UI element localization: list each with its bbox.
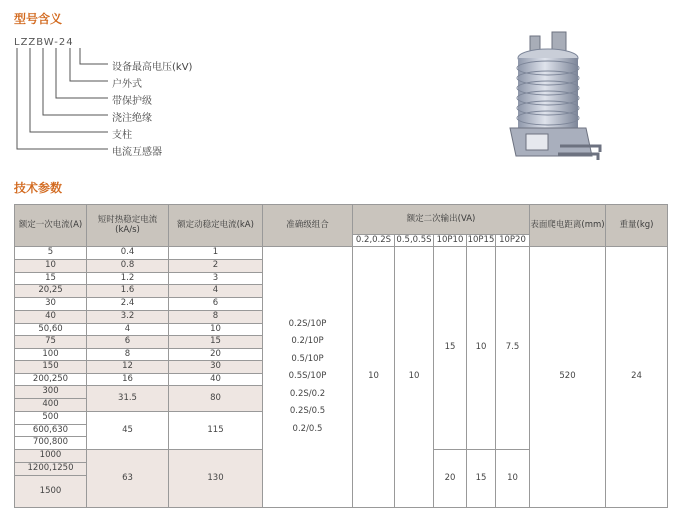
transformer-product-image — [500, 28, 610, 178]
accuracy-item: 0.2S/0.2 — [289, 388, 326, 399]
accuracy-item: 0.2/10P — [291, 336, 324, 347]
cell-dynamic: 6 — [169, 298, 263, 311]
cell-dynamic: 115 — [169, 412, 263, 450]
meaning-cast-insulation: 浇注绝缘 — [112, 113, 152, 124]
cell-thermal: 0.8 — [87, 260, 169, 273]
output-0-5-value: 10 — [395, 247, 434, 508]
meaning-outdoor: 户外式 — [112, 79, 142, 90]
cell-current: 40 — [15, 311, 87, 324]
accuracy-combinations — [263, 247, 353, 508]
accuracy-item: 0.5S/10P — [288, 371, 327, 382]
accuracy-item: 0.2/0.5 — [292, 423, 323, 434]
cell-thermal: 1.6 — [87, 285, 169, 298]
cell-current: 200,250 — [15, 374, 87, 387]
cell-thermal: 31.5 — [87, 386, 169, 412]
tech-params-heading: 技术参数 — [14, 181, 63, 195]
meaning-voltage: 设备最高电压(kV) — [112, 62, 193, 73]
cell-current: 75 — [15, 336, 87, 349]
header-short-thermal: 短时热稳定电流(kA/s) — [87, 205, 169, 247]
cell-thermal: 4 — [87, 324, 169, 337]
cell-dynamic: 2 — [169, 260, 263, 273]
meaning-current-transformer: 电流互感器 — [112, 147, 162, 158]
subheader-10p20: 10P20 — [496, 235, 530, 247]
cell-dynamic: 10 — [169, 324, 263, 337]
cell-dynamic: 30 — [169, 361, 263, 374]
header-rated-primary: 额定一次电流(A) — [15, 205, 87, 247]
output-10p10-high-value: 20 — [434, 450, 467, 508]
accuracy-item: 0.2S/0.5 — [289, 406, 326, 417]
cell-dynamic: 3 — [169, 273, 263, 286]
cell-thermal: 12 — [87, 361, 169, 374]
cell-thermal: 63 — [87, 450, 169, 508]
output-10p20-value: 7.5 — [496, 247, 530, 450]
cell-thermal: 3.2 — [87, 311, 169, 324]
cell-dynamic: 80 — [169, 386, 263, 412]
subheader-10p15: 10P15 — [467, 235, 496, 247]
cell-thermal: 45 — [87, 412, 169, 450]
accuracy-item: 0.5/10P — [291, 353, 324, 364]
cell-current: 20,25 — [15, 285, 87, 298]
cell-current: 10 — [15, 260, 87, 273]
accuracy-item: 0.2S/10P — [288, 318, 327, 329]
cell-thermal: 8 — [87, 349, 169, 362]
cell-current: 1500 — [15, 476, 87, 508]
cell-current: 50,60 — [15, 324, 87, 337]
cell-current: 400 — [15, 399, 87, 412]
model-meaning-heading: 型号含义 — [14, 12, 63, 26]
cell-current: 100 — [15, 349, 87, 362]
cell-current: 300 — [15, 386, 87, 399]
creepage-value: 520 — [530, 247, 606, 508]
cell-thermal: 16 — [87, 374, 169, 387]
cell-current: 500 — [15, 412, 87, 425]
weight-value: 24 — [606, 247, 668, 508]
cell-dynamic: 1 — [169, 247, 263, 260]
cell-current: 1200,1250 — [15, 463, 87, 476]
cell-current: 700,800 — [15, 437, 87, 450]
header-accuracy: 准确级组合 — [263, 205, 353, 247]
cell-thermal: 0.4 — [87, 247, 169, 260]
cell-current: 600,630 — [15, 425, 87, 438]
cell-current: 30 — [15, 298, 87, 311]
meaning-post: 支柱 — [112, 130, 132, 141]
tech-params-table — [14, 204, 668, 508]
cell-current: 150 — [15, 361, 87, 374]
cell-thermal: 2.4 — [87, 298, 169, 311]
subheader-10p10: 10P10 — [434, 235, 467, 247]
output-10p15-value: 10 — [467, 247, 496, 450]
cell-current: 5 — [15, 247, 87, 260]
cell-dynamic: 40 — [169, 374, 263, 387]
cell-current: 15 — [15, 273, 87, 286]
output-10p20-high-value: 10 — [496, 450, 530, 508]
cell-dynamic: 20 — [169, 349, 263, 362]
cell-thermal: 1.2 — [87, 273, 169, 286]
cell-dynamic: 130 — [169, 450, 263, 508]
cell-thermal: 6 — [87, 336, 169, 349]
header-rated-dynamic: 额定动稳定电流(kA) — [169, 205, 263, 247]
model-code: LZZBW-24 — [14, 37, 74, 48]
cell-dynamic: 4 — [169, 285, 263, 298]
header-secondary-output: 额定二次输出(VA) — [353, 205, 530, 235]
header-creepage: 表面爬电距离(mm) — [530, 205, 606, 247]
meaning-protection: 带保护级 — [112, 96, 152, 107]
cell-current: 1000 — [15, 450, 87, 463]
output-10p10-value: 15 — [434, 247, 467, 450]
cell-dynamic: 8 — [169, 311, 263, 324]
cell-dynamic: 15 — [169, 336, 263, 349]
output-0-2-value: 10 — [353, 247, 395, 508]
header-weight: 重量(kg) — [606, 205, 668, 247]
subheader-0-2: 0.2,0.2S — [353, 235, 395, 247]
output-10p15-high-value: 15 — [467, 450, 496, 508]
subheader-0-5: 0.5,0.5S — [395, 235, 434, 247]
